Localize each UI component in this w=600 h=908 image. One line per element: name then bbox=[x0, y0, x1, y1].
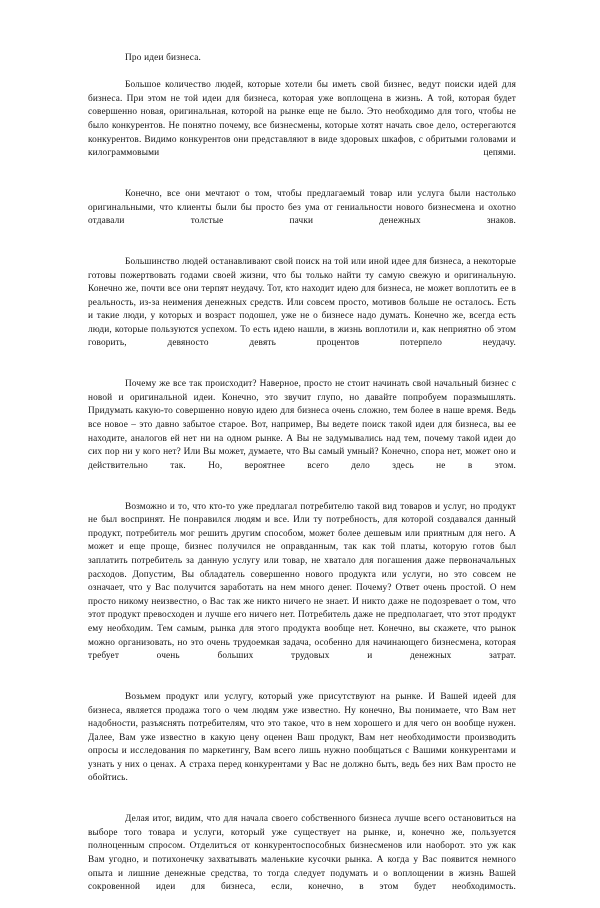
paragraph-5: Возможно и то, что кто-то уже предлагал потребителю такой вид товаров и услуг, но продукт не был воспринят. Не понравился людям и все. Или ту потребность, для которой создавался данный продукт, потребитель мог решить другим способом, может более дешевым или приятным для него. А может и еще проще, бизнес получился не оправданным, так как той платы, которую готов был заплатить потребитель за данную услугу или товар, не хватало для погашения даже первоначальных расходов. Допустим, Вы обладатель совершенно нового продукта или услуги, но это совсем не означает, что у Вас получится заработать на нем много денег. Почему? Ответ очень простой. О нем просто никому неизвестно, о Вас так же никто ничего не знает. И никто даже не подозревает о том, что этот продукт превосходен и лучше его ничего нет. Потребитель даже не предполагает, что этот продукт ему необходим. Тем самым, рынка для этого продукта вообще нет. Конечно, вы скажете, что рынок можно организовать, но это очень трудоемкая задача, особенно для начинающего бизнесмена, которая требует очень больших трудовых и денежных затрат. bbox=[88, 501, 516, 662]
paragraph-4: Почему же все так происходит? Наверное, просто не стоит начинать свой начальный бизнес с новой и оригинальной идеи. Конечно, это звучит глупо, но давайте попробуем поразмышлять. Придумать какую-то совершенно новую идею для бизнеса очень сложно, тем более в наше время. Ведь все новое – это давно забытое старое. Вот, например, Вы ведете поиск такой идеи для бизнеса, вы ее находите, аналогов ей нет ни на одном рынке. А Вы не задумывались над тем, почему такой идеи до сих пор ни у кого нет? Или Вы может, думаете, что Вы самый умный? Конечно, спора нет, может оно и действительно так. Но, вероятнее всего дело здесь не в этом. bbox=[88, 379, 516, 471]
paragraph-2: Конечно, все они мечтают о том, чтобы предлагаемый товар или услуга были настолько оригинальными, что клиенты были бы просто без ума от гениальности нового бизнесмена и охотно отдавали толстые пачки денежных знаков. bbox=[88, 188, 516, 227]
paragraph-1: Большое количество людей, которые хотели бы иметь свой бизнес, ведут поиски идей для бизнеса. При этом не той идеи для бизнеса, которая уже воплощена в жизнь. А той, которая будет совершенно новая, оригинальная, которой на рынке еще не было. Это необходимо для того, чтобы не было конкурентов. Не понятно почему, все бизнесмены, которые хотят начать свое дело, остерегаются конкурентов. Видимо конкурентов они представляют в виде здоровых шкафов, с обритыми головами и килограммовыми цепями. bbox=[88, 80, 516, 159]
document-title: Про идеи бизнеса. bbox=[125, 53, 202, 63]
paragraph-3: Большинство людей останавливают свой поиск на той или иной идее для бизнеса, а некоторые готовы пожертвовать годами своей жизни, что бы только найти ту самую свежую и оригинальную. Конечно же, почти все они терпят неудачу. Тот, кто находит идею для бизнеса, не может воплотить ее в реальность, из-за неимения денежных средств. Или совсем просто, мотивов больше не осталось. Есть и такие люди, у которых и возраст подошел, уже не о бизнесе надо думать. Конечно же, всегда есть люди, которые пользуются успехом. То есть идею нашли, в жизнь воплотили и, как неприятно об этом говорить, девяносто девять процентов потерпело неудачу. bbox=[88, 256, 517, 349]
document-text-column bbox=[88, 52, 516, 908]
paragraph-7: Делая итог, видим, что для начала своего собственного бизнеса лучше всего остановиться на выборе того товара и услуги, который уже существует на рынке, и, конечно же, пользуется полноценным спросом. Отделиться от конкурентоспособных бизнесменов или наоборот. это уж как Вам угодно, и потихонечку захватывать маленькие кусочки рынка. А когда у Вас появится немного опыта и лишние денежные средства, то тогда следует подумать и о воплощении в жизнь Вашей сокровенной идеи для бизнеса, если, конечно, в этом будет необходимость. bbox=[88, 814, 516, 893]
paragraph-6: Возьмем продукт или услугу, который уже присутствуют на рынке. И Вашей идеей для бизнеса, является продажа того о чем людям уже известно. Ну конечно, Вы понимаете, что Вам нет надобности, разъяснять потребителям, что это такое, что в нем хорошего и для чего он вообще нужен. Далее, Вам уже известно в какую цену оценен Ваш продукт, Вам нет необходимости производить опросы и исследования по маркетингу, Вам всего лишь нужно пообщаться с Вашими конкурентами и узнать у них о ценах. А страха перед конкурентами у Вас не должно быть, ведь без них Вам просто не обойтись. bbox=[88, 691, 516, 784]
